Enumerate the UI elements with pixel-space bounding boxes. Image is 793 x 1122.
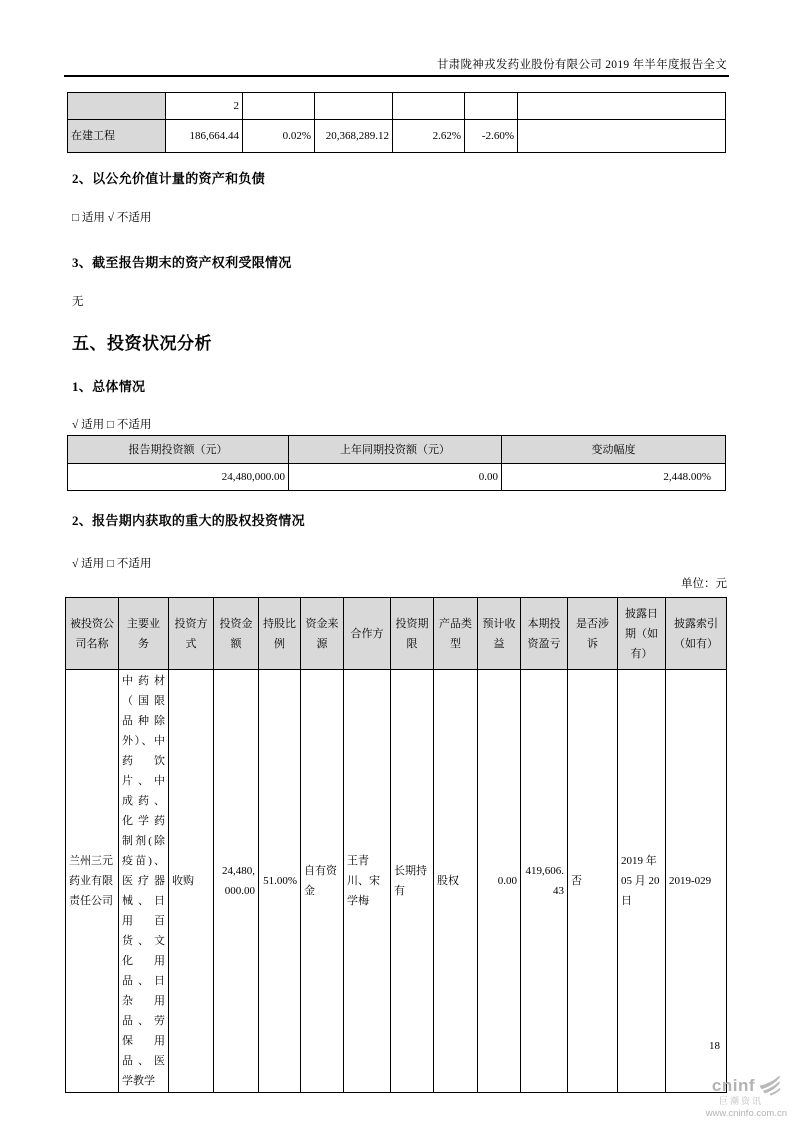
cell-main-business: 中药材（国限品种除外）、中药饮片、中成药、化学药制剂(除疫苗)、医疗器械、日用百货、文化用品、日杂用品、劳保用品、医学教学 — [119, 670, 169, 1093]
data-cell: 186,664.44 — [166, 120, 243, 153]
cell-expected-return: 0.00 — [478, 670, 521, 1093]
applicability-line: √ 适用 □ 不适用 — [72, 419, 152, 431]
investment-overview-table — [67, 435, 726, 491]
section-title-investment-analysis: 五、投资状况分析 — [72, 334, 212, 353]
header-cell: 报告期投资额（元） — [68, 436, 289, 464]
data-cell: 24,480,000.00 — [68, 464, 289, 491]
data-cell: -2.60% — [465, 120, 518, 153]
data-cell: 0.02% — [243, 120, 315, 153]
applicability-line: √ 适用 □ 不适用 — [72, 558, 152, 570]
header-cell: 主要业务 — [119, 598, 169, 670]
cell-product-type: 股权 — [434, 670, 478, 1093]
data-cell — [518, 120, 726, 153]
data-cell: 2.62% — [393, 120, 465, 153]
data-cell — [243, 93, 315, 120]
header-cell: 预计收益 — [478, 598, 521, 670]
cell-disclosure-index: 2019-029 — [666, 670, 727, 1093]
header-cell: 持股比例 — [259, 598, 301, 670]
header-cell: 投资金额 — [214, 598, 259, 670]
table-row — [68, 120, 726, 153]
cninfo-swoosh-icon — [757, 1076, 781, 1096]
table-row — [68, 464, 726, 491]
header-divider — [64, 75, 729, 77]
header-cell: 变动幅度 — [502, 436, 726, 464]
table-header-row — [66, 598, 727, 670]
cell-investment-amount: 24,480,000.00 — [214, 670, 259, 1093]
header-cell: 被投资公司名称 — [66, 598, 119, 670]
section-title-restricted-assets: 3、截至报告期末的资产权利受限情况 — [72, 255, 292, 270]
header-cell: 披露索引（如有） — [666, 598, 727, 670]
header-cell: 投资期限 — [391, 598, 434, 670]
cell-partner: 王青川、宋学梅 — [344, 670, 391, 1093]
data-cell: 20,368,289.12 — [315, 120, 393, 153]
table-row — [68, 93, 726, 120]
cell-current-profit-loss: 419,606.43 — [521, 670, 568, 1093]
cninfo-logo-url: www.cninfo.com.cn — [705, 1108, 787, 1119]
header-cell: 本期投资盈亏 — [521, 598, 568, 670]
cell-litigation: 否 — [568, 670, 618, 1093]
applicability-line: □ 适用 √ 不适用 — [72, 212, 152, 224]
section-content-none: 无 — [72, 296, 84, 308]
header-cell: 披露日期（如有） — [618, 598, 666, 670]
cninfo-logo-name: 巨潮资讯 — [718, 1096, 763, 1106]
cell-company-name: 兰州三元药业有限责任公司 — [66, 670, 119, 1093]
header-cell: 产品类型 — [434, 598, 478, 670]
data-cell — [518, 93, 726, 120]
unit-label: 单位：元 — [681, 578, 727, 590]
section-title-overall: 1、总体情况 — [72, 379, 146, 394]
equity-investment-table — [65, 597, 727, 1093]
data-cell: 2 — [166, 93, 243, 120]
cell-shareholding-ratio: 51.00% — [259, 670, 301, 1093]
header-cell: 资金来源 — [301, 598, 344, 670]
header-cell: 是否涉诉 — [568, 598, 618, 670]
data-cell — [393, 93, 465, 120]
cell-fund-source: 自有资金 — [301, 670, 344, 1093]
cninfo-logo — [667, 1076, 787, 1119]
header-cell: 合作方 — [344, 598, 391, 670]
cell-disclosure-date: 2019 年 05 月 20 日 — [618, 670, 666, 1093]
header-cell: 投资方式 — [169, 598, 214, 670]
cell-investment-method: 收购 — [169, 670, 214, 1093]
section-title-fair-value: 2、以公允价值计量的资产和负债 — [72, 171, 266, 186]
section-title-equity-investment: 2、报告期内获取的重大的股权投资情况 — [72, 513, 305, 528]
row-label-cell — [68, 93, 166, 120]
data-cell — [315, 93, 393, 120]
row-label-cell: 在建工程 — [68, 120, 166, 153]
cninfo-logo-text: cninf — [711, 1076, 755, 1095]
page-number: 18 — [709, 1040, 720, 1052]
construction-in-progress-table — [67, 92, 726, 153]
data-cell: 0.00 — [289, 464, 502, 491]
table-header-row — [68, 436, 726, 464]
table-row — [66, 670, 727, 1093]
cell-investment-term: 长期持有 — [391, 670, 434, 1093]
data-cell: 2,448.00% — [502, 464, 726, 491]
data-cell — [465, 93, 518, 120]
header-cell: 上年同期投资额（元） — [289, 436, 502, 464]
page-header-title: 甘肃陇神戎发药业股份有限公司 2019 年半年度报告全文 — [436, 59, 727, 71]
